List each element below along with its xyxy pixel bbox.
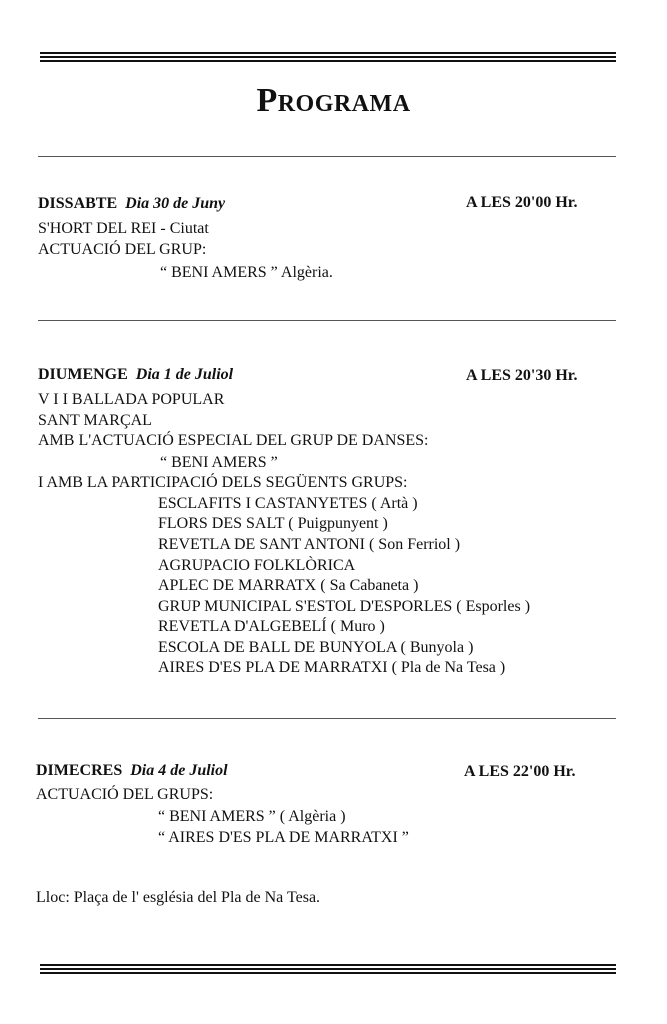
- group-item: FLORS DES SALT ( Puigpunyent ): [158, 515, 388, 532]
- section-2-featured-group: “ BENI AMERS ”: [160, 454, 278, 471]
- section-3-heading: [36, 761, 228, 781]
- section-3-day: DIMECRES: [36, 762, 123, 779]
- section-1-heading: [38, 194, 225, 214]
- section-2-line: AMB L'ACTUACIÓ ESPECIAL DEL GRUP DE DANSES:: [38, 432, 429, 449]
- group-item: APLEC DE MARRATX ( Sa Cabaneta ): [158, 577, 419, 594]
- divider-1: [38, 156, 616, 157]
- page-title: Programa: [256, 82, 411, 119]
- section-1-time: A LES 20'00 Hr.: [466, 194, 578, 211]
- section-1-group: “ BENI AMERS ” Algèria.: [160, 264, 333, 281]
- section-3-line: ACTUACIÓ DEL GRUPS:: [36, 786, 214, 803]
- section-2-time: A LES 20'30 Hr.: [466, 367, 578, 384]
- section-2-day: DIUMENGE: [38, 366, 128, 383]
- section-1-day: DISSABTE: [38, 195, 118, 212]
- top-rule: [40, 52, 616, 64]
- section-3-time: A LES 22'00 Hr.: [464, 763, 576, 780]
- group-item: REVETLA DE SANT ANTONI ( Son Ferriol ): [158, 536, 461, 553]
- group-item: AGRUPACIO FOLKLÒRICA: [158, 557, 356, 574]
- section-2-line: I AMB LA PARTICIPACIÓ DELS SEGÜENTS GRUPS:: [38, 474, 408, 491]
- section-3-group: “ AIRES D'ES PLA DE MARRATXI ”: [158, 829, 409, 846]
- section-2-line: V I I BALLADA POPULAR: [38, 391, 225, 408]
- section-2-line: SANT MARÇAL: [38, 412, 152, 429]
- divider-3: [38, 718, 616, 719]
- section-1-date: Dia 30 de Juny: [125, 195, 226, 212]
- divider-2: [38, 320, 616, 321]
- section-3-date: Dia 4 de Juliol: [130, 762, 228, 779]
- group-item: AIRES D'ES PLA DE MARRATXI ( Pla de Na Tesa ): [158, 659, 506, 676]
- group-item: ESCLAFITS I CASTANYETES ( Artà ): [158, 495, 418, 512]
- section-1-line: S'HORT DEL REI - Ciutat: [38, 220, 209, 237]
- bottom-rule: [40, 964, 616, 976]
- section-2-date: Dia 1 de Juliol: [135, 366, 234, 383]
- group-item: ESCOLA DE BALL DE BUNYOLA ( Bunyola ): [158, 639, 474, 656]
- group-item: GRUP MUNICIPAL S'ESTOL D'ESPORLES ( Esporles ): [158, 598, 531, 615]
- group-item: REVETLA D'ALGEBELÍ ( Muro ): [158, 618, 385, 635]
- section-1-line: ACTUACIÓ DEL GRUP:: [38, 241, 207, 258]
- venue-note: Lloc: Plaça de l' església del Pla de Na Tesa.: [36, 889, 321, 906]
- section-3-group: “ BENI AMERS ” ( Algèria ): [158, 808, 346, 825]
- section-2-heading: [38, 365, 233, 385]
